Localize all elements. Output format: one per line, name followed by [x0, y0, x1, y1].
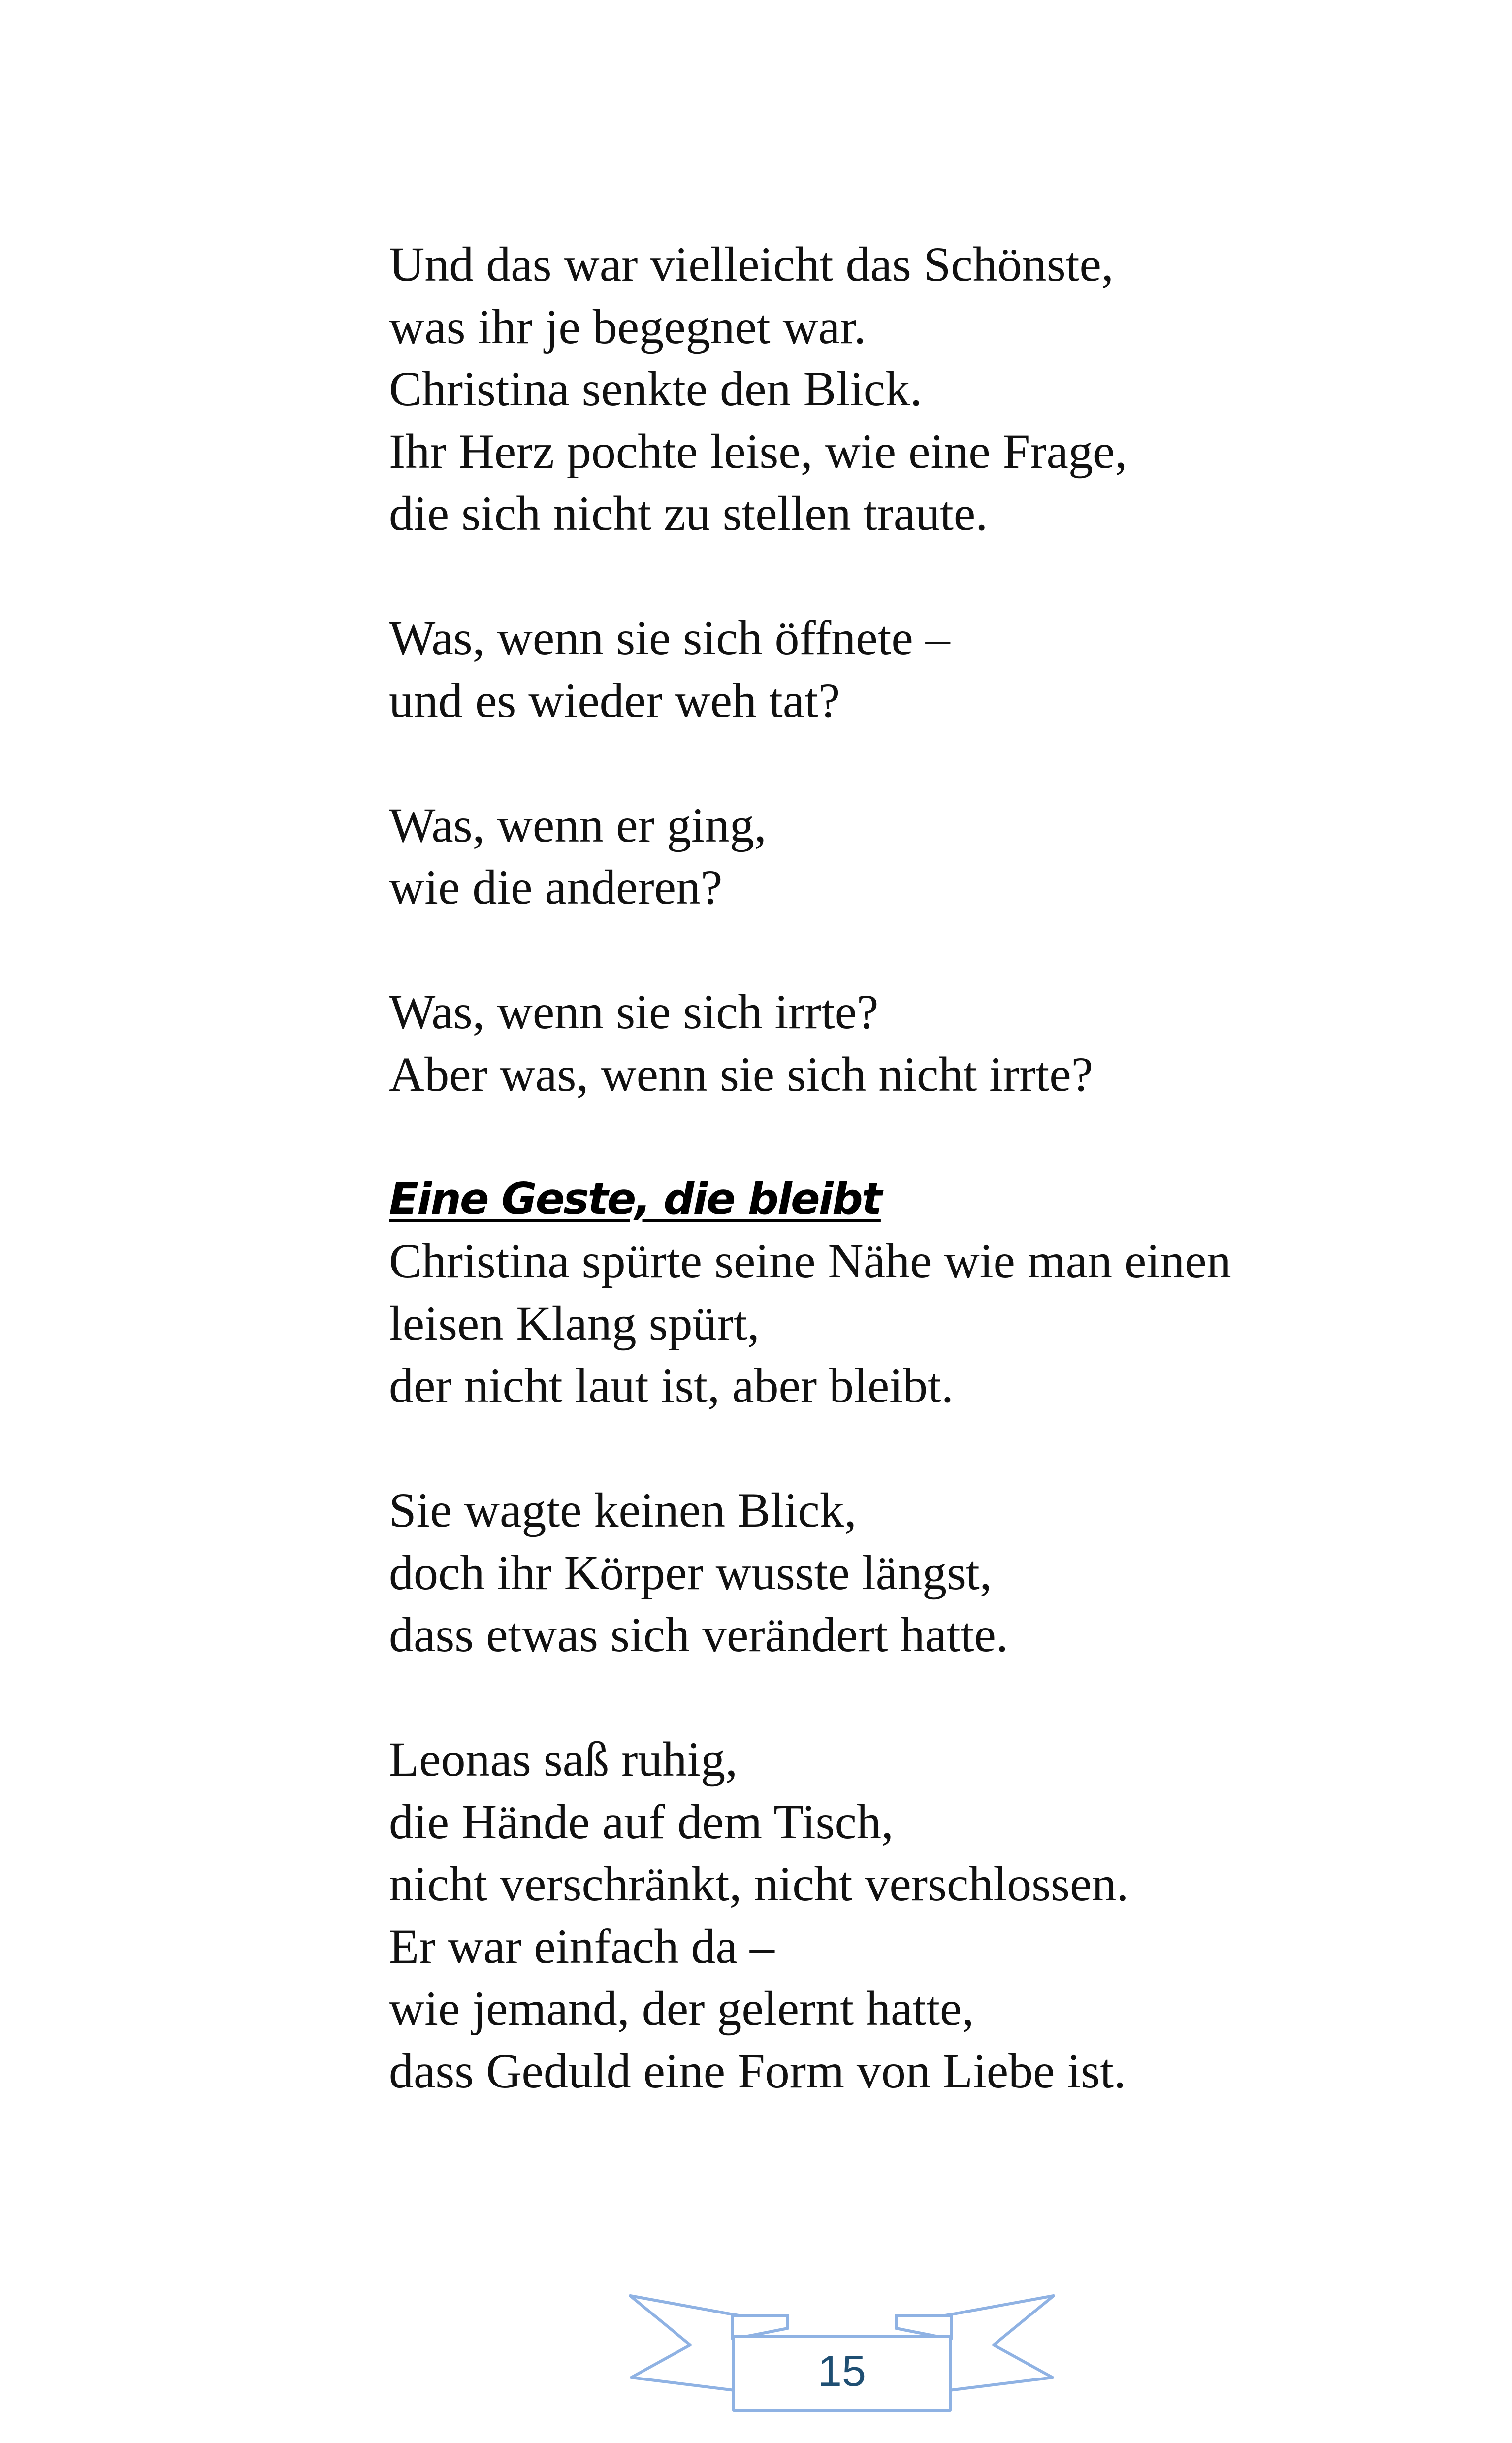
stanza [389, 1168, 1423, 1417]
ribbon-right-tail [945, 2296, 1054, 2391]
poem-line: Ihr Herz pochte leise, wie eine Frage, [389, 423, 1127, 479]
poem-line: Was, wenn sie sich irrte? [389, 984, 879, 1039]
poem-line: der nicht laut ist, aber bleibt. [389, 1358, 954, 1413]
stanza [389, 607, 1423, 732]
poem-text [389, 233, 1423, 2102]
poem-line: dass etwas sich verändert hatte. [389, 1607, 1008, 1662]
stanza [389, 1479, 1423, 1666]
stanza [389, 233, 1423, 545]
poem-line: Und das war vielleicht das Schönste, [389, 237, 1114, 292]
poem-line: nicht verschränkt, nicht verschlossen. [389, 1857, 1129, 1911]
poem-line: die Hände auf dem Tisch, [389, 1794, 894, 1849]
poem-line: Was, wenn sie sich öffnete – [389, 611, 950, 665]
poem-line: leisen Klang spürt, [389, 1296, 760, 1351]
poem-line: Christina spürte seine Nähe wie man einen [389, 1234, 1231, 1288]
poem-line: Aber was, wenn sie sich nicht irrte? [389, 1046, 1094, 1102]
stanza [389, 981, 1423, 1106]
poem-line: Er war einfach da – [389, 1919, 774, 1974]
page-number: 15 [818, 2346, 866, 2395]
section-heading: Eine Geste, die bleibt [389, 1173, 881, 1224]
poem-line: was ihr je begegnet war. [389, 299, 867, 354]
ribbon-left-tail [630, 2296, 739, 2391]
poem-line: Sie wagte keinen Blick, [389, 1483, 857, 1537]
poem-line: Leonas saß ruhig, [389, 1732, 738, 1787]
poem-line: Was, wenn er ging, [389, 797, 767, 852]
stanza [389, 1728, 1423, 2102]
poem-line: Christina senkte den Blick. [389, 361, 923, 416]
stanza [389, 794, 1423, 919]
poem-line: wie die anderen? [389, 860, 723, 914]
poem-line: doch ihr Körper wusste längst, [389, 1545, 992, 1600]
poem-line: wie jemand, der gelernt hatte, [389, 1981, 974, 2036]
poem-line: und es wieder weh tat? [389, 673, 840, 728]
poem-line: die sich nicht zu stellen traute. [389, 486, 988, 541]
poem-line: dass Geduld eine Form von Liebe ist. [389, 2043, 1126, 2098]
